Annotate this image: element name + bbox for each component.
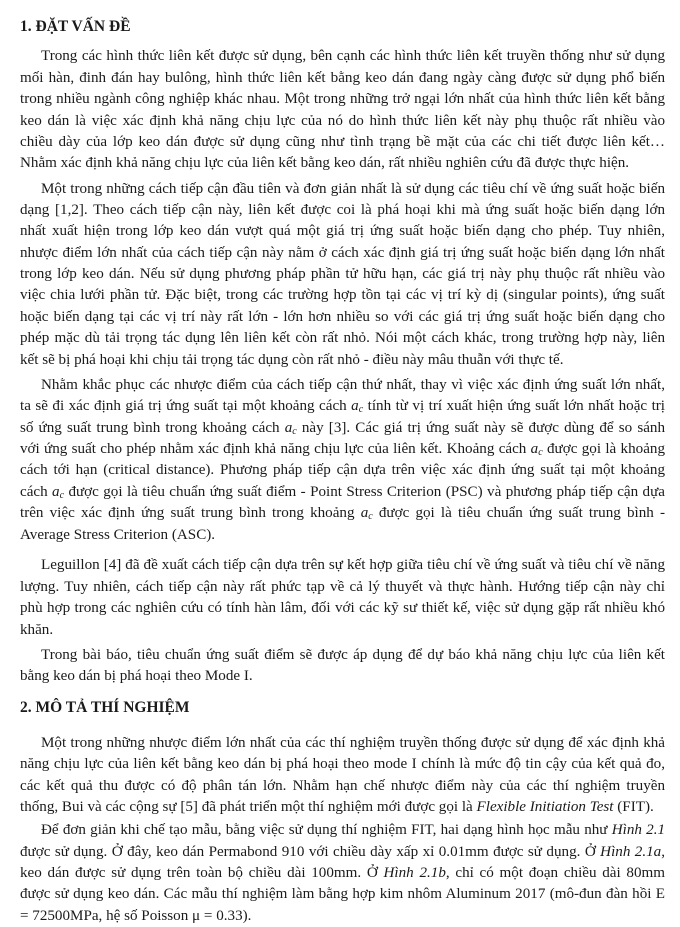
text-span: cách (20, 483, 53, 500)
paragraph (20, 179, 665, 372)
text-line (20, 460, 665, 481)
math-subscript: c (368, 511, 373, 523)
text-line (20, 46, 665, 67)
text-span: được gọi là khoảng (542, 441, 665, 458)
text-span: trên việc xác định ứng suất trung bình trong khoảng (20, 505, 361, 522)
math-symbol: $a_c$ (52, 483, 65, 501)
italic-text: Hình 2.1 (611, 822, 666, 839)
text-span: Trong các hình thức liên kết được sử dụng, bên cạnh các hình thức liên kết truyền thống như sử dụng (41, 48, 665, 65)
text-line (20, 350, 665, 371)
math-symbol: $a_c$ (530, 441, 543, 459)
paragraph (20, 820, 665, 927)
math-symbol: $a_c$ (360, 505, 373, 523)
text-line (20, 396, 665, 417)
text-line (20, 111, 665, 132)
text-span: với ứng suất cho phép nhằm xác định khả năng chịu lực của liên kết. Khoảng cách (20, 441, 531, 458)
text-span: thống, Bui và các cộng sự [5] đã phát triển một thí nghiệm mới được gọi là (20, 799, 477, 816)
text-span: Trong bài báo, tiêu chuẩn ứng suất điểm sẽ được áp dụng để dự báo khả năng chịu lực của liên kết (41, 646, 665, 663)
text-line (20, 285, 665, 306)
text-line (20, 89, 665, 110)
text-line (20, 375, 665, 396)
text-span: lượng. Tuy nhiên, cách tiếp cận này rất phức tạp về cả lý thuyết và thực hành. Hướng tiếp cận này chỉ (20, 578, 665, 595)
text-span: trong lớp keo dán. Nếu sử dụng phương pháp phần tử hữu hạn, các giá trị này phụ thuộc rất nhiều vào (20, 266, 665, 283)
text-span: Average Stress Criterion (ASC). (20, 526, 216, 543)
text-span: việc chia lưới phần tử. Đặc biệt, trong các trường hợp tồn tại các vị trí kỳ dị (singular points), ứng suất (20, 287, 665, 304)
math-subscript: c (358, 404, 364, 416)
text-line (20, 598, 665, 619)
document-page (20, 16, 665, 927)
text-line (20, 863, 665, 884)
text-line (20, 733, 665, 754)
text-span: (FIT). (613, 799, 654, 816)
text-span: số ứng suất trung bình trong khoảng cách (20, 419, 285, 436)
text-line (20, 645, 665, 666)
italic-text: Hình 2.1a (600, 843, 662, 860)
text-span: các kết quả thu được có độ phân tán lớn. Nhằm hạn chế nhược điểm này của các thí nghiệm truyền (20, 777, 665, 794)
text-span: cách tới hạn (critical distance). Phương pháp tiếp cận dựa trên việc xác định ứng suất tại một khoảng (20, 462, 665, 479)
text-span: Một trong những cách tiếp cận đầu tiên và đơn giản nhất là sử dụng các tiêu chí về ứng suất hoặc biến (41, 180, 665, 197)
text-span: hoặc biến dạng tại các vị trí này rất lớn - lớn hơn nhiều so với các giá trị ứng suất hoặc biến dạng cho (20, 308, 665, 325)
text-span: , (661, 843, 665, 860)
text-span: trong nhiều ngành công nghiệp khác nhau. Một trong những trở ngại lớn nhất của hình thức liên kết bằng (20, 91, 665, 108)
text-span: nhược điểm lớn nhất của cách tiếp cận này nằm ở cách xác định giá trị ứng suất hoặc biến dạng lớn nhất (20, 244, 665, 261)
text-span: = 72500MPa, hệ số Poisson μ = 0.33). (20, 907, 252, 924)
paragraph (20, 555, 665, 641)
text-line (20, 68, 665, 89)
text-line (20, 243, 665, 264)
text-line (20, 503, 665, 524)
text-span: , chỉ có một đoạn chiều dài 80mm (445, 864, 665, 881)
text-span: Leguillon [4] đã đề xuất cách tiếp cận dựa trên sự kết hợp giữa tiêu chí về ứng suất và tiêu chí về năng (41, 557, 665, 574)
text-line (20, 577, 665, 598)
text-span: Nhằm khắc phục các nhược điểm của cách tiếp cận thứ nhất, thay vì việc xác định ứng suất lớn nhất, (41, 376, 665, 393)
text-span: Một trong những nhược điểm lớn nhất của các thí nghiệm truyền thống được sử dụng để xác định khả (41, 735, 665, 751)
text-span: được sử dụng keo dán. Các mẫu thí nghiệm làm bằng hợp kim nhôm Aluminum 2017 (mô-đun đàn hồi E (20, 886, 665, 903)
text-span: khăn. (20, 621, 54, 638)
text-line (20, 482, 665, 503)
text-line (20, 797, 665, 818)
text-span: mối hàn, đinh đán hay bulông, hình thức liên kết bằng keo dán đang ngày càng được sử dụng phổ biến (20, 69, 665, 86)
section-heading-1: 1. ĐẶT VẤN ĐỀ (20, 18, 131, 35)
italic-text: Flexible Initiation Test (476, 799, 614, 816)
text-line (20, 906, 665, 927)
text-line (20, 132, 665, 153)
text-span: nhất xuất hiện trong lớp keo dán vượt quá một giá trị ứng suất hoặc biến dạng cho phép. Tuy nhiên, (20, 223, 665, 240)
italic-text: Hình 2.1b (383, 864, 446, 881)
text-line (20, 884, 665, 905)
math-symbol: $a_c$ (284, 419, 297, 437)
text-span: Nhằm xác định khả năng chịu lực của liên kết bằng keo dán, rất nhiều nghiên cứu đã được thực hiện. (20, 155, 630, 172)
text-line (20, 153, 665, 174)
paragraph (20, 645, 665, 688)
text-span: Để đơn giản khi chế tạo mẫu, bằng việc sử dụng thí nghiệm FIT, hai dạng hình học mẫu như (41, 822, 612, 839)
text-span: phép mặc dù tải trọng tác dụng lên liên kết còn rất nhỏ. Nói một cách khác, trong trường hợp này, liên (20, 330, 665, 347)
text-span: này [3]. Các giá trị ứng suất này sẽ được dùng để so sánh (296, 419, 665, 436)
section-heading-2: 2. MÔ TẢ THÍ NGHIỆM (20, 699, 190, 717)
text-line (20, 200, 665, 221)
text-line (20, 328, 665, 349)
paragraph (20, 375, 665, 546)
text-line (20, 555, 665, 576)
text-line (20, 439, 665, 460)
text-span: được sử dụng. Ở đây, keo dán Permabond 910 với chiều dày xấp xỉ 0.01mm được sử dụng. Ở (20, 843, 601, 860)
text-span: ta sẽ đi xác định giá trị ứng suất tại một khoảng cách (20, 398, 352, 415)
text-line (20, 264, 665, 285)
text-span: keo dán được sử dụng trên toàn bộ chiều dài 100mm. Ở (20, 864, 384, 881)
paragraph (20, 46, 665, 174)
math-subscript: c (292, 425, 297, 437)
text-line (20, 842, 665, 863)
paragraph (20, 733, 665, 819)
text-line (20, 525, 665, 546)
text-span: tính từ vị trí xuất hiện ứng suất lớn nhất hoặc trị (363, 398, 665, 415)
text-line (20, 754, 665, 775)
text-line (20, 776, 665, 797)
text-span: keo dán là việc xác định khả năng chịu lực của nó do hình thức liên kết này phụ thuộc rất nhiều vào (20, 112, 665, 129)
text-span: phù hợp trong các nghiên cứu có tính hàn lâm, đối với các kỹ sư thiết kế, việc sử dụng gặp rất nhiều khó (20, 600, 665, 617)
math-symbol: $a_c$ (351, 398, 364, 416)
text-line (20, 307, 665, 328)
text-line (20, 418, 665, 439)
text-line (20, 666, 665, 687)
text-span: được gọi là tiêu chuẩn ứng suất điểm - Point Stress Criterion (PSC) và phương pháp tiếp cận dựa (64, 483, 665, 500)
text-span: kết sẽ bị phá hoại khi chịu tải trọng tác dụng còn rất nhỏ - điều này mâu thuẫn với thực tế. (20, 351, 564, 368)
text-line (20, 820, 665, 841)
text-line (20, 620, 665, 641)
text-span: dạng [1,2]. Theo cách tiếp cận này, liên kết được coi là phá hoại khi mà ứng suất hoặc biến dạng lớn (20, 201, 665, 218)
text-span: năng chịu lực của liên kết bằng keo dán bị phá hoại theo mode I chính là mức độ tin cậy của kết quả đo, (20, 756, 665, 773)
text-line (20, 221, 665, 242)
text-span: được gọi là tiêu chuẩn ứng suất trung bình - (372, 505, 665, 522)
math-subscript: c (538, 447, 543, 459)
text-span: chiều dày của lớp keo dán được sử dụng cũng như tình trạng bề mặt của các chi tiết được liên kết… (20, 133, 665, 150)
math-subscript: c (59, 489, 65, 501)
text-span: bằng keo dán bị phá hoại theo Mode I. (20, 668, 253, 685)
text-line (20, 179, 665, 200)
